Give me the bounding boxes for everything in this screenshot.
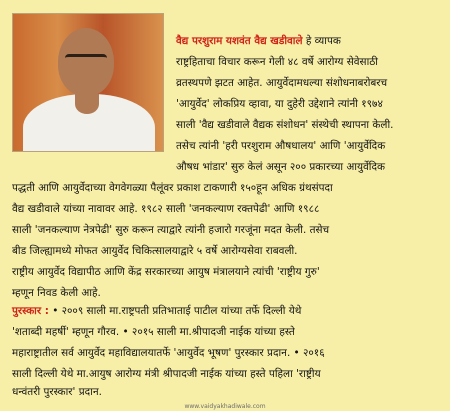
awards-line-2: 'शताब्दी महर्षी' म्हणून गौरव. • २०१५ साली मा.श्रीपादजी नाईक यांच्या हस्ते — [12, 326, 295, 338]
body-line-5: राष्ट्रीय आयुर्वेद विद्यापीठ आणि केंद्र सरकारच्या आयुष मंत्रालयाने त्यांची 'राष्ट्रीय गुरु' — [12, 266, 320, 278]
portrait-photo — [12, 13, 164, 152]
body-line-1: पद्धती आणि आयुर्वेदाच्या वेगवेगळ्या पैलूंवर प्रकाश टाकणारी १५०हून अधिक ग्रंथसंपदा — [12, 182, 333, 194]
intro-line-1 — [176, 31, 444, 52]
body-line-4: बीड जिल्ह्यामध्ये मोफत आयुर्वेद चिकित्सालयाद्वारे ५ वर्षे आरोग्यसेवा राबवली. — [12, 245, 298, 257]
body-line-2: वैद्य खडीवाले यांच्या नावावर आहे. १९८२ साली 'जनकल्याण रक्तपेढी' आणि १९८८ — [12, 203, 320, 215]
intro-line-2: राष्ट्रहिताचा विचार करून गेली ४८ वर्षे आरोग्य सेवेसाठी — [176, 56, 378, 68]
portrait-glasses — [65, 54, 107, 67]
intro-line-3: व्रतस्थपणे झटत आहेत. आयुर्वेदामधल्या संशोधनाबरोबरच — [176, 77, 388, 89]
intro-line-7: औषध भांडार' सुरु केलं असून २०० प्रकारच्या आयुर्वेदिक — [176, 161, 385, 173]
intro-line-6: तसेच त्यांनी 'हरी परशुराम औषधालय' आणि 'आयुर्वेदिक — [176, 140, 386, 152]
awards-line-1-text: • २००९ साली मा.राष्ट्रपती प्रतिभाताई पाटील यांच्या तर्फे दिल्ली येथे — [48, 305, 302, 317]
awards-line-1 — [12, 301, 440, 322]
intro-line-1-text: हे व्यापक — [302, 35, 341, 47]
name-heading: वैद्य परशुराम यशवंत वैद्य खडीवाले — [176, 35, 303, 47]
intro-line-4: 'आयुर्वेद' लोकप्रिय व्हावा, या दुहेरी उद्देशाने त्यांनी १९७४ — [176, 98, 383, 110]
portrait-neck — [75, 94, 99, 114]
awards-heading: पुरस्कार : — [12, 305, 49, 317]
footer-url: www.vaidyakhadiwale.com — [184, 403, 266, 410]
awards-line-5: धन्वंतरी पुरस्कार' प्रदान. — [12, 386, 102, 398]
awards-line-4: साली दिल्ली येथे मा.आयुष आरोग्य मंत्री श्रीपादजी नाईक यांच्या हस्ते पहिला 'राष्ट्रीय — [12, 368, 321, 380]
body-line-3: साली 'जनकल्याण नेत्रपेढी' सुरु करून त्याद्वारे त्यांनी हजारो गरजूंना मदत केली. तसेच — [12, 224, 330, 236]
intro-line-5: साली 'वैद्य खडीवाले वैद्यक संशोधन' संस्थेची स्थापना केली. — [176, 119, 394, 131]
body-line-6: म्हणून निवड केली आहे. — [12, 287, 101, 299]
awards-line-3: महाराष्ट्रातील सर्व आयुर्वेद महाविद्यालयातर्फे 'आयुर्वेद भूषण' पुरस्कार प्रदान. • २०१६ — [12, 347, 325, 359]
